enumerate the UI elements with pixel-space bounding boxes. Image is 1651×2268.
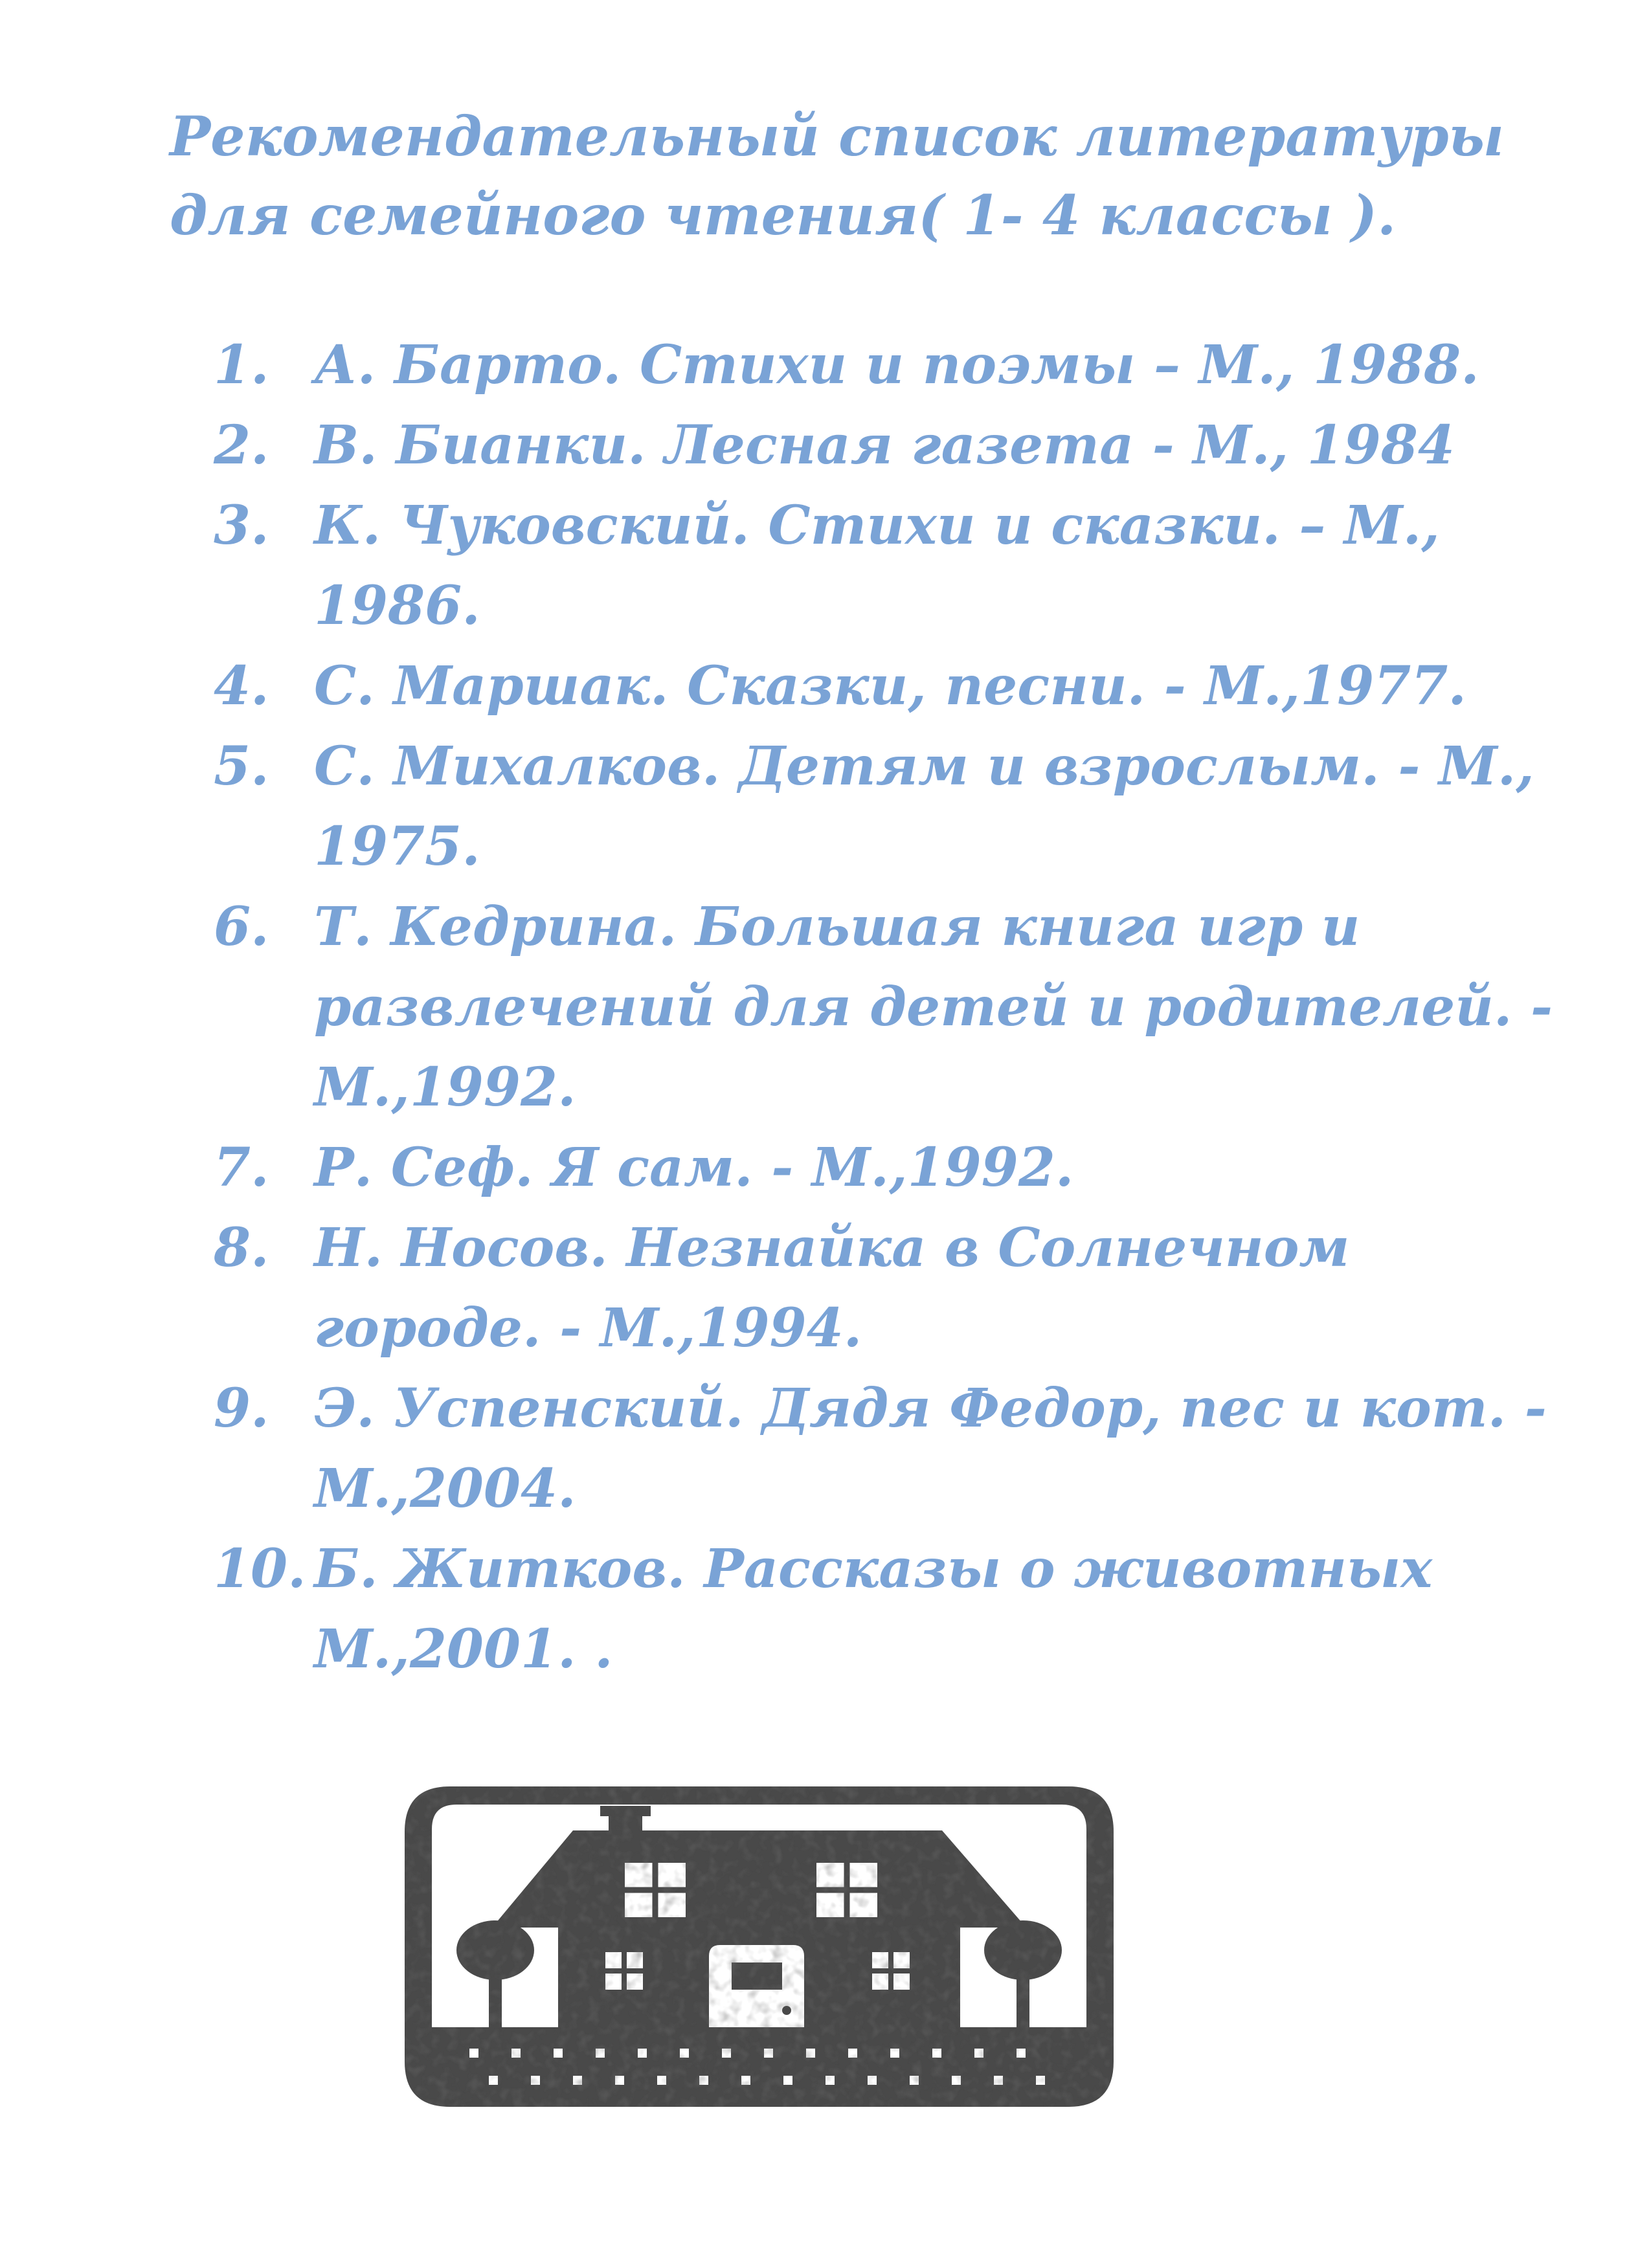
list-item — [214, 1368, 1606, 1529]
document-title — [170, 97, 1529, 255]
list-item — [214, 485, 1606, 646]
list-item-number: 4. — [214, 655, 269, 717]
list-item-number: 7. — [214, 1137, 269, 1199]
list-item — [214, 726, 1606, 887]
list-item-number: 9. — [214, 1377, 269, 1440]
list-item-number: 8. — [214, 1217, 269, 1279]
list-item-number: 6. — [214, 896, 269, 958]
list-item-text: Э. Успенский. Дядя Федор, пес и кот. - М.,2004. — [314, 1377, 1547, 1520]
list-item — [214, 887, 1606, 1128]
list-item-text: Б. Житков. Рассказы о животных М.,2001. . — [314, 1538, 1433, 1680]
list-item — [214, 405, 1606, 485]
list-item — [214, 1128, 1606, 1208]
list-item-text: К. Чуковский. Стихи и сказки. – М., 1986. — [314, 495, 1440, 637]
house-logo-graphic — [405, 1786, 1114, 2107]
list-item-text: С. Михалков. Детям и взрослым. - М., 1975. — [314, 735, 1534, 878]
list-item — [214, 646, 1606, 726]
list-item — [214, 1529, 1606, 1689]
list-item-text: Н. Носов. Незнайка в Солнечном городе. - М.,1994. — [314, 1217, 1350, 1359]
list-item-text: Р. Сеф. Я сам. - М.,1992. — [314, 1137, 1074, 1199]
list-item-number: 3. — [214, 495, 269, 557]
list-item-number: 2. — [214, 414, 269, 476]
list-item-number: 10. — [214, 1538, 306, 1600]
house-icon — [405, 1786, 1114, 2107]
list-item — [214, 1208, 1606, 1368]
title-line-1: Рекомендательный список литературы — [170, 104, 1505, 168]
list-item-text: А. Барто. Стихи и поэмы – М., 1988. — [314, 334, 1479, 396]
list-item-text: В. Бианки. Лесная газета - М., 1984 — [314, 414, 1455, 476]
list-item-text: С. Маршак. Сказки, песни. - М.,1977. — [314, 655, 1466, 717]
list-item-number: 1. — [214, 334, 269, 396]
book-list — [214, 325, 1606, 1689]
list-item-text: Т. Кедрина. Большая книга игр и развлечений для детей и родителей. - М.,1992. — [314, 896, 1553, 1118]
list-item — [214, 325, 1606, 405]
title-line-2: для семейного чтения( 1- 4 классы ). — [170, 183, 1397, 247]
list-item-number: 5. — [214, 735, 269, 797]
